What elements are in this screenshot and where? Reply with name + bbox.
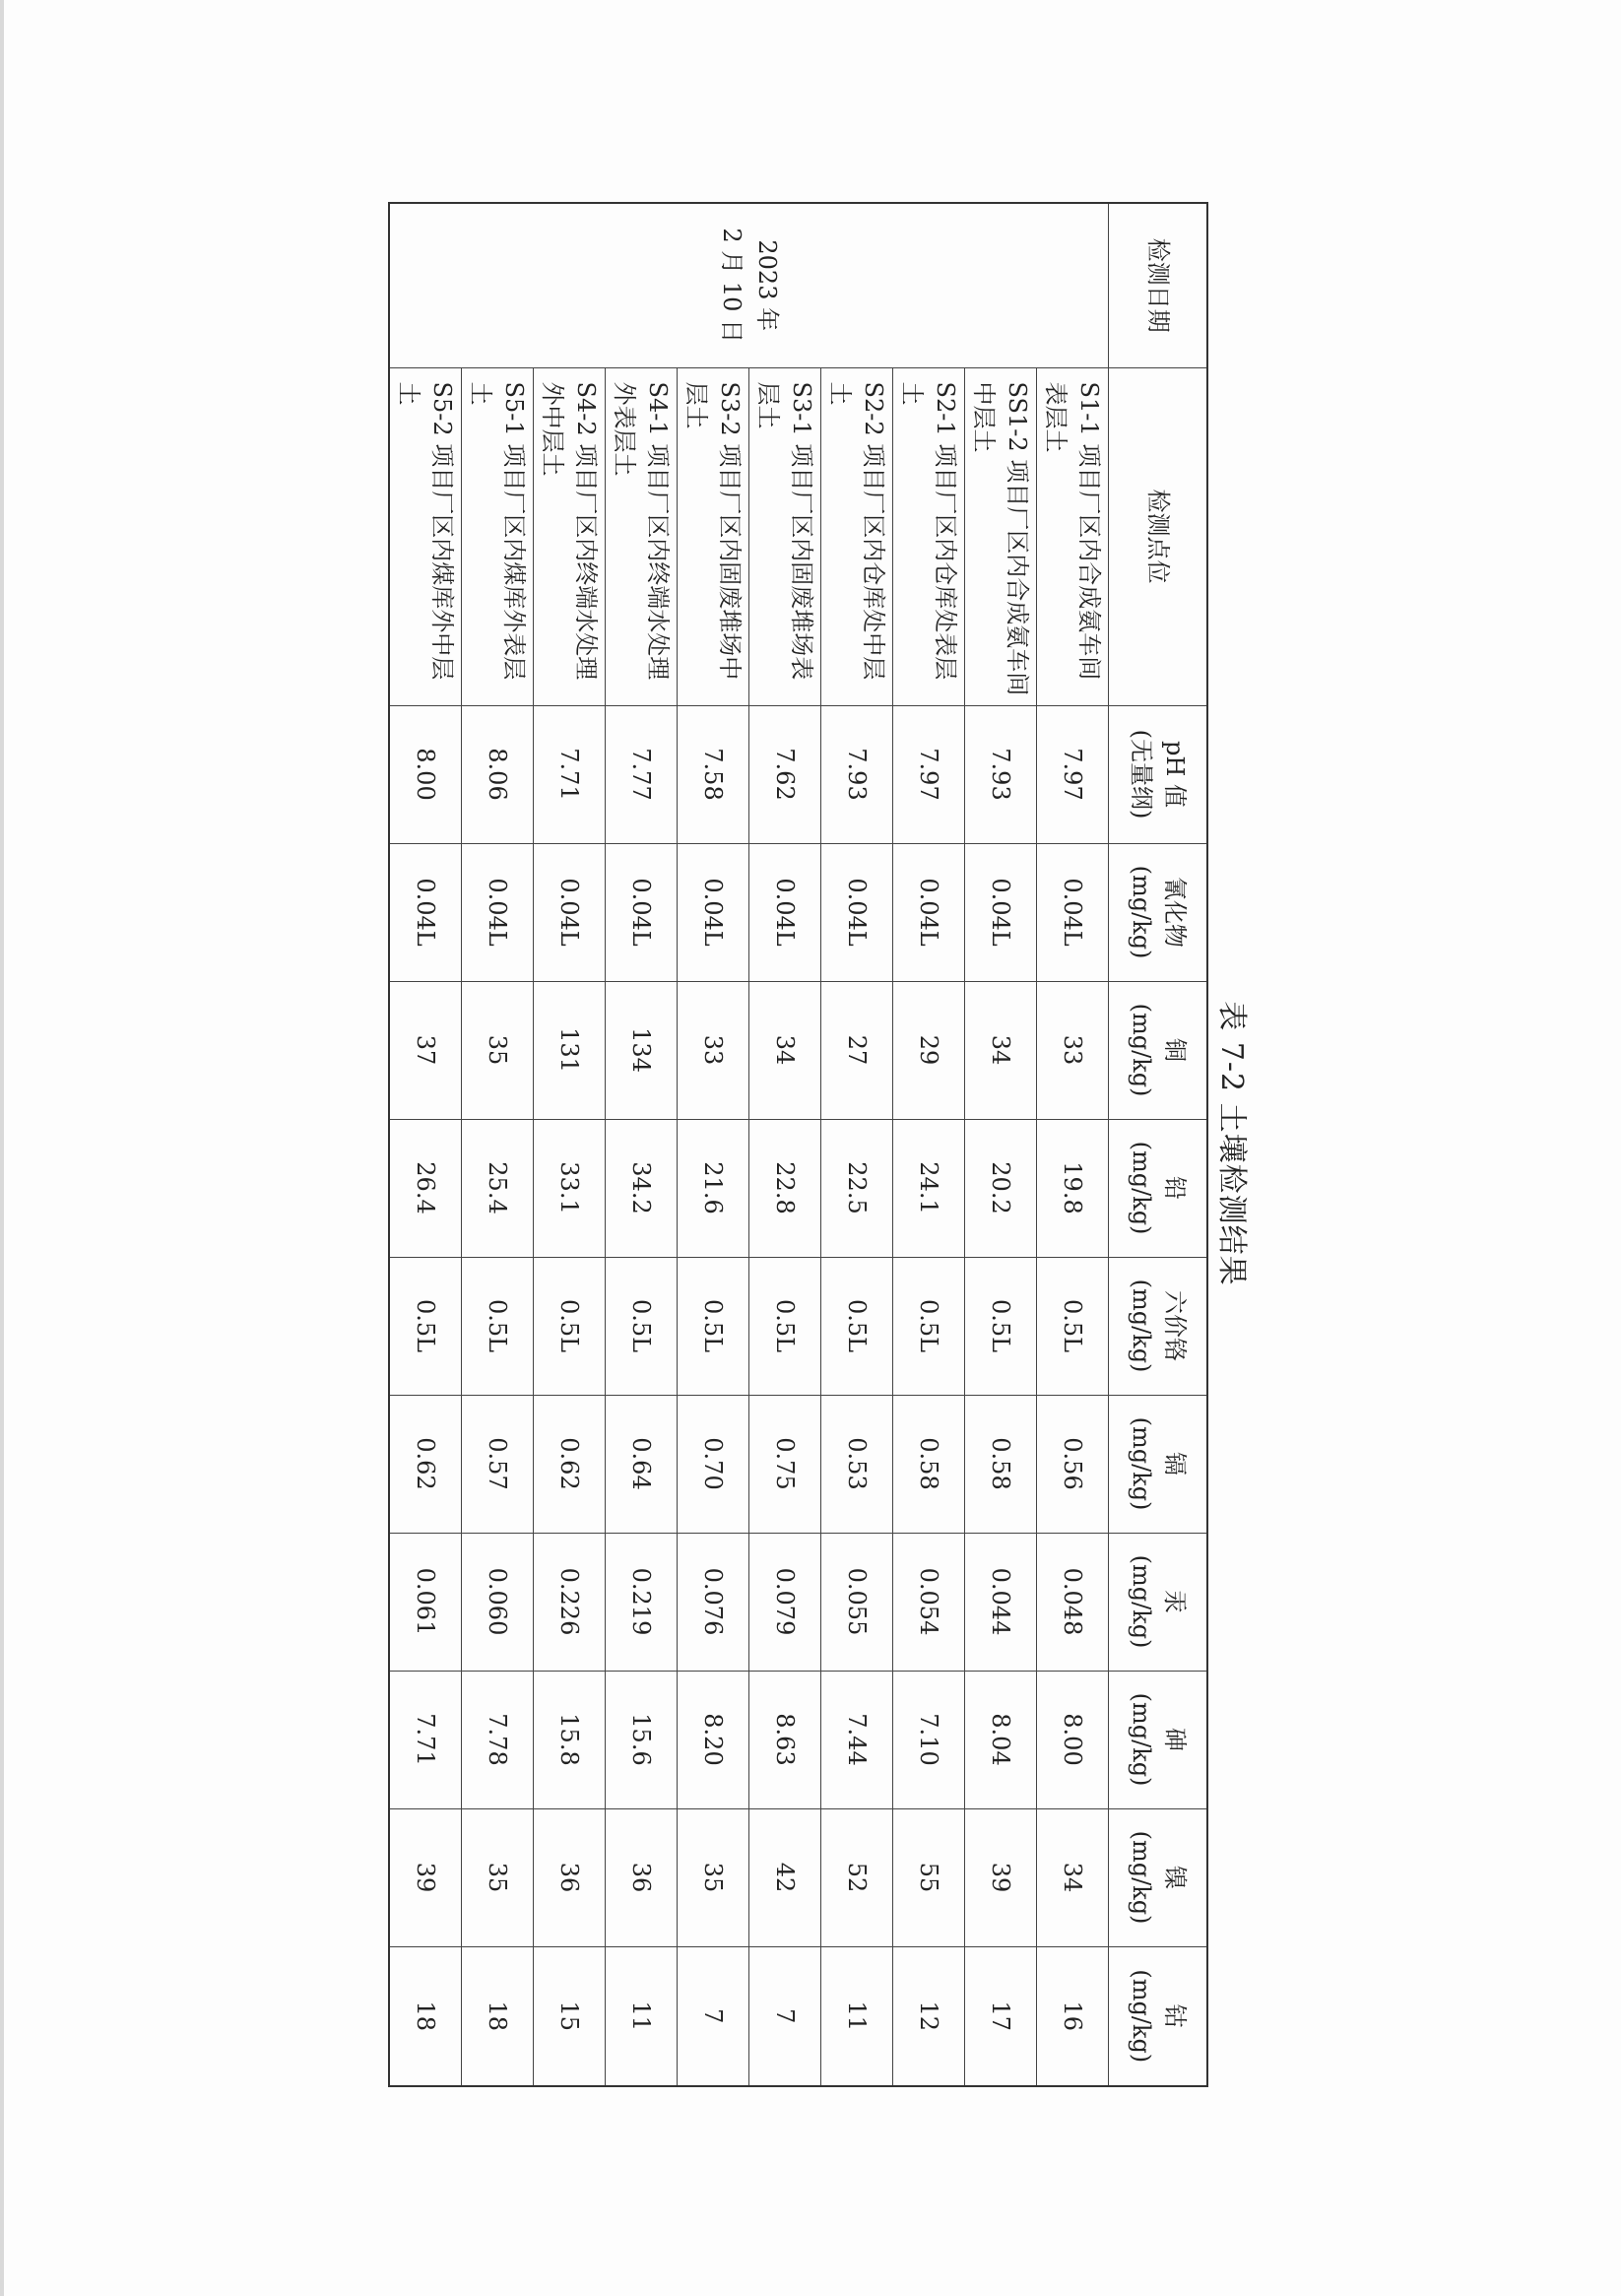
value-cell: 42: [749, 1808, 821, 1946]
value-cell: 131: [534, 981, 606, 1119]
value-cell: 7: [749, 1946, 821, 2086]
table-row: [606, 203, 678, 2086]
site-cell: S1-1 项目厂区内合成氨车间表层土: [1037, 367, 1109, 705]
value-cell: 0.060: [462, 1533, 534, 1671]
value-cell: 19.8: [1037, 1119, 1109, 1257]
value-cell: 0.076: [678, 1533, 749, 1671]
value-cell: 0.62: [390, 1395, 463, 1533]
table-row: [965, 203, 1037, 2086]
value-cell: 55: [893, 1808, 965, 1946]
value-cell: 0.5L: [1037, 1257, 1109, 1395]
value-cell: 0.079: [749, 1533, 821, 1671]
table-row: [390, 203, 463, 2086]
value-cell: 24.1: [893, 1119, 965, 1257]
value-cell: 11: [606, 1946, 678, 2086]
value-cell: 8.20: [678, 1671, 749, 1808]
value-cell: 8.00: [390, 705, 463, 843]
value-cell: 36: [534, 1808, 606, 1946]
value-cell: 7.77: [606, 705, 678, 843]
value-cell: 0.048: [1037, 1533, 1109, 1671]
value-cell: 7.10: [893, 1671, 965, 1808]
value-cell: 0.04L: [1037, 843, 1109, 981]
value-cell: 21.6: [678, 1119, 749, 1257]
value-cell: 22.8: [749, 1119, 821, 1257]
value-cell: 29: [893, 981, 965, 1119]
header-chromium-vi: 六价铬 (mg/kg): [1109, 1257, 1207, 1395]
header-arsenic: 砷 (mg/kg): [1109, 1671, 1207, 1808]
value-cell: 0.5L: [606, 1257, 678, 1395]
value-cell: 0.226: [534, 1533, 606, 1671]
value-cell: 7.97: [1037, 705, 1109, 843]
value-cell: 7.71: [534, 705, 606, 843]
value-cell: 35: [462, 981, 534, 1119]
value-cell: 7.71: [390, 1671, 463, 1808]
value-cell: 18: [390, 1946, 463, 2086]
table-row: [893, 203, 965, 2086]
value-cell: 0.04L: [893, 843, 965, 981]
value-cell: 0.5L: [390, 1257, 463, 1395]
value-cell: 33.1: [534, 1119, 606, 1257]
value-cell: 0.04L: [390, 843, 463, 981]
scan-edge: [0, 0, 4, 2296]
value-cell: 8.06: [462, 705, 534, 843]
value-cell: 0.04L: [821, 843, 893, 981]
value-cell: 8.00: [1037, 1671, 1109, 1808]
header-cobalt: 钴 (mg/kg): [1109, 1946, 1207, 2086]
value-cell: 18: [462, 1946, 534, 2086]
header-copper: 铜 (mg/kg): [1109, 981, 1207, 1119]
value-cell: 0.62: [534, 1395, 606, 1533]
value-cell: 7: [678, 1946, 749, 2086]
header-mercury: 汞 (mg/kg): [1109, 1533, 1207, 1671]
header-cyanide: 氰化物 (mg/kg): [1109, 843, 1207, 981]
value-cell: 35: [678, 1808, 749, 1946]
value-cell: 52: [821, 1808, 893, 1946]
value-cell: 0.70: [678, 1395, 749, 1533]
value-cell: 37: [390, 981, 463, 1119]
site-cell: S5-1 项目厂区内煤库外表层土: [462, 367, 534, 705]
header-lead: 铅 (mg/kg): [1109, 1119, 1207, 1257]
header-nickel: 镍 (mg/kg): [1109, 1808, 1207, 1946]
table-row: [462, 203, 534, 2086]
value-cell: 7.62: [749, 705, 821, 843]
site-cell: S3-1 项目厂区内固废堆场表层土: [749, 367, 821, 705]
value-cell: 0.054: [893, 1533, 965, 1671]
value-cell: 0.56: [1037, 1395, 1109, 1533]
value-cell: 17: [965, 1946, 1037, 2086]
value-cell: 7.44: [821, 1671, 893, 1808]
date-cell: 2023 年 2 月 10 日: [390, 203, 1110, 367]
value-cell: 34.2: [606, 1119, 678, 1257]
value-cell: 33: [1037, 981, 1109, 1119]
value-cell: 0.055: [821, 1533, 893, 1671]
site-cell: S2-2 项目厂区内仓库处中层土: [821, 367, 893, 705]
table-row: [534, 203, 606, 2086]
value-cell: 0.5L: [821, 1257, 893, 1395]
value-cell: 35: [462, 1808, 534, 1946]
value-cell: 0.57: [462, 1395, 534, 1533]
header-site: 检测点位: [1109, 367, 1207, 705]
value-cell: 0.04L: [606, 843, 678, 981]
value-cell: 25.4: [462, 1119, 534, 1257]
value-cell: 0.5L: [462, 1257, 534, 1395]
header-row: [1109, 203, 1207, 2086]
site-cell: S3-2 项目厂区内固废堆场中层土: [678, 367, 749, 705]
value-cell: 0.219: [606, 1533, 678, 1671]
value-cell: 33: [678, 981, 749, 1119]
value-cell: 0.53: [821, 1395, 893, 1533]
value-cell: 0.5L: [534, 1257, 606, 1395]
value-cell: 0.5L: [678, 1257, 749, 1395]
value-cell: 11: [821, 1946, 893, 2086]
table-row: [1037, 203, 1109, 2086]
value-cell: 20.2: [965, 1119, 1037, 1257]
value-cell: 0.5L: [749, 1257, 821, 1395]
table-row: [749, 203, 821, 2086]
value-cell: 0.061: [390, 1533, 463, 1671]
value-cell: 15.8: [534, 1671, 606, 1808]
value-cell: 0.04L: [965, 843, 1037, 981]
value-cell: 39: [390, 1808, 463, 1946]
value-cell: 0.04L: [749, 843, 821, 981]
value-cell: 7.58: [678, 705, 749, 843]
table-row: [678, 203, 749, 2086]
site-cell: S4-1 项目厂区内终端水处理外表层土: [606, 367, 678, 705]
table-title: 表 7-2 土壤检测结果: [1214, 1001, 1249, 1286]
value-cell: 0.04L: [462, 843, 534, 981]
value-cell: 36: [606, 1808, 678, 1946]
value-cell: 134: [606, 981, 678, 1119]
value-cell: 34: [965, 981, 1037, 1119]
value-cell: 0.5L: [893, 1257, 965, 1395]
value-cell: 8.04: [965, 1671, 1037, 1808]
value-cell: 22.5: [821, 1119, 893, 1257]
value-cell: 7.93: [965, 705, 1037, 843]
soil-results-table: [389, 202, 1209, 2087]
site-cell: S2-1 项目厂区内仓库处表层土: [893, 367, 965, 705]
value-cell: 39: [965, 1808, 1037, 1946]
header-cadmium: 镉 (mg/kg): [1109, 1395, 1207, 1533]
value-cell: 8.63: [749, 1671, 821, 1808]
value-cell: 12: [893, 1946, 965, 2086]
site-cell: S5-2 项目厂区内煤库外中层土: [390, 367, 463, 705]
header-date: 检测日期: [1109, 203, 1207, 367]
header-ph: pH 值 (无量纲): [1109, 705, 1207, 843]
value-cell: 0.044: [965, 1533, 1037, 1671]
value-cell: 0.58: [965, 1395, 1037, 1533]
value-cell: 16: [1037, 1946, 1109, 2086]
value-cell: 0.58: [893, 1395, 965, 1533]
site-cell: S4-2 项目厂区内终端水处理外中层土: [534, 367, 606, 705]
value-cell: 0.04L: [678, 843, 749, 981]
value-cell: 15: [534, 1946, 606, 2086]
value-cell: 34: [1037, 1808, 1109, 1946]
rotated-page-content: [395, 202, 1254, 2085]
value-cell: 26.4: [390, 1119, 463, 1257]
value-cell: 7.78: [462, 1671, 534, 1808]
value-cell: 0.5L: [965, 1257, 1037, 1395]
value-cell: 0.64: [606, 1395, 678, 1533]
value-cell: 0.04L: [534, 843, 606, 981]
table-row: [821, 203, 893, 2086]
value-cell: 15.6: [606, 1671, 678, 1808]
value-cell: 0.75: [749, 1395, 821, 1533]
value-cell: 7.97: [893, 705, 965, 843]
value-cell: 27: [821, 981, 893, 1119]
value-cell: 34: [749, 981, 821, 1119]
value-cell: 7.93: [821, 705, 893, 843]
site-cell: SS1-2 项目厂区内合成氨车间中层土: [965, 367, 1037, 705]
